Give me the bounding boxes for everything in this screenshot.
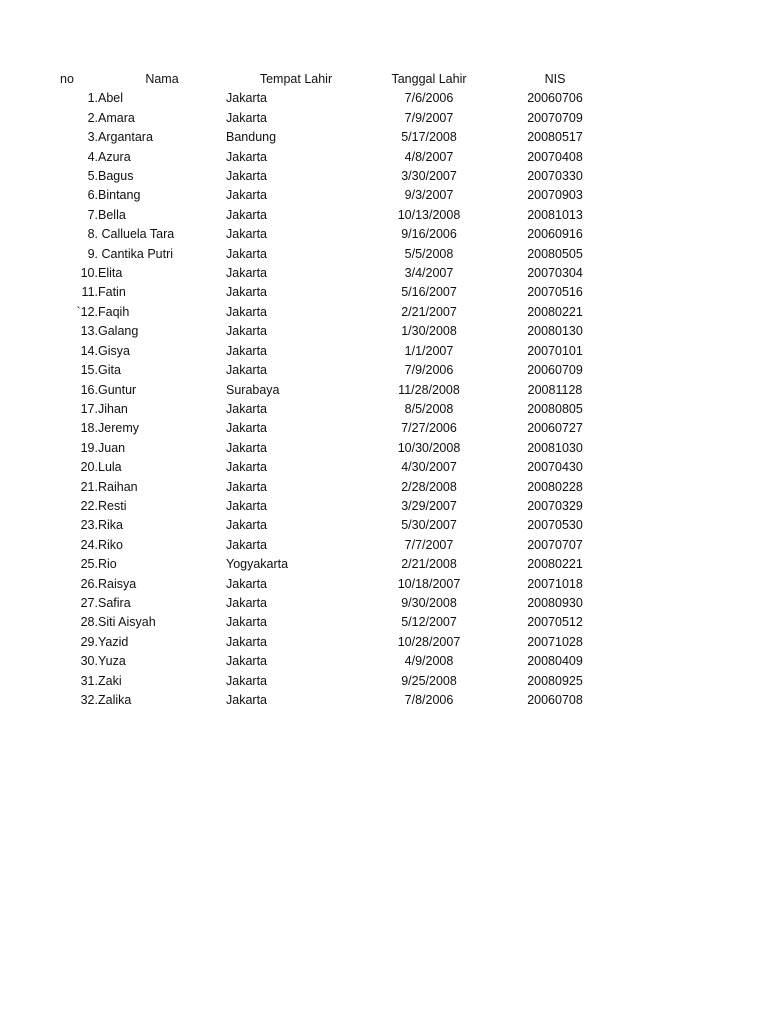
header-tempat-lahir: Tempat Lahir: [259, 72, 333, 86]
student-name: Rio: [98, 557, 117, 572]
student-name: Riko: [98, 537, 124, 552]
birth-place: Jakarta: [226, 479, 267, 494]
birth-date: 7/8/2006: [404, 693, 454, 707]
table-row: [60, 109, 618, 128]
student-name: Argantara: [98, 130, 153, 145]
student-id: 20060706: [527, 91, 583, 106]
birth-place: Surabaya: [226, 382, 280, 397]
student-name: Resti: [98, 498, 127, 513]
row-number: 25.: [80, 557, 98, 572]
birth-date: 11/28/2008: [398, 382, 460, 397]
student-name: Calluela Tara: [98, 227, 175, 242]
student-name: Gita: [98, 363, 121, 378]
student-name: Guntur: [98, 382, 137, 397]
header-row: [60, 70, 618, 89]
student-id: 20081013: [527, 207, 583, 222]
birth-place: Jakarta: [226, 654, 267, 669]
row-number: 10.: [80, 266, 98, 281]
table-header: [60, 70, 618, 89]
table-row: [60, 516, 618, 535]
birth-place: Jakarta: [226, 673, 267, 688]
table-row: [60, 652, 618, 671]
birth-date: 10/13/2008: [397, 207, 461, 222]
student-name: Safira: [98, 595, 131, 610]
table-row: [60, 283, 618, 302]
birth-date: 9/16/2006: [401, 227, 457, 242]
birth-date: 9/25/2008: [401, 673, 457, 688]
table-row: [60, 691, 618, 710]
birth-date: 7/9/2007: [404, 110, 454, 125]
header-tanggal-lahir: Tanggal Lahir: [391, 72, 467, 86]
birth-place: Jakarta: [226, 169, 267, 184]
student-name: Galang: [98, 324, 139, 339]
row-number: 30.: [80, 654, 98, 669]
row-number: 5.: [87, 169, 98, 184]
student-name: Bintang: [98, 188, 141, 203]
student-name: Elita: [98, 266, 123, 281]
row-number: 19.: [80, 440, 98, 455]
table-row: [60, 439, 618, 458]
student-name: Raisya: [98, 576, 137, 591]
table-row: [60, 381, 618, 400]
birth-place: Yogyakarta: [226, 557, 289, 572]
table-row: [60, 186, 618, 205]
student-id: 20060708: [527, 693, 583, 707]
student-name: Lula: [98, 460, 122, 475]
birth-place: Jakarta: [226, 285, 267, 300]
birth-date: 7/27/2006: [401, 421, 457, 436]
birth-date: 9/3/2007: [404, 188, 454, 203]
birth-date: 7/9/2006: [404, 363, 454, 378]
student-id: 20081128: [527, 382, 583, 397]
birth-date: 9/30/2008: [401, 595, 457, 610]
table-row: [60, 206, 618, 225]
birth-date: 4/8/2007: [404, 149, 454, 164]
row-number: 18.: [80, 421, 98, 436]
birth-place: Jakarta: [226, 304, 267, 319]
student-id: 20070707: [527, 537, 583, 552]
table-row: [60, 361, 618, 380]
birth-date: 8/5/2008: [404, 401, 454, 416]
student-name: Cantika Putri: [98, 246, 174, 261]
header-no: no: [60, 72, 74, 86]
student-id: 20070512: [527, 615, 583, 630]
row-number: 6.: [87, 188, 98, 203]
table-row: [60, 419, 618, 438]
table-row: [60, 497, 618, 516]
birth-date: 7/7/2007: [404, 537, 454, 552]
birth-place: Jakarta: [226, 634, 267, 649]
row-number: 21.: [80, 479, 98, 494]
student-id: 20070101: [527, 343, 583, 358]
student-id: 20080221: [527, 304, 583, 319]
student-id: 20060727: [527, 421, 583, 436]
student-id: 20080130: [527, 324, 583, 339]
student-name: Raihan: [98, 479, 138, 494]
student-name: Abel: [98, 91, 124, 106]
student-id: 20070304: [527, 266, 583, 281]
student-id: 20080517: [527, 130, 583, 145]
row-number: 23.: [80, 518, 98, 533]
birth-place: Jakarta: [226, 460, 267, 475]
table-row: [60, 536, 618, 555]
student-id: 20070330: [527, 169, 583, 184]
row-number: 3.: [87, 130, 98, 145]
birth-place: Jakarta: [226, 401, 267, 416]
student-id: 20070903: [527, 188, 583, 203]
student-name: Juan: [98, 440, 126, 455]
birth-date: 7/6/2006: [404, 91, 454, 106]
student-name: Bagus: [98, 169, 134, 184]
student-id: 20070329: [527, 498, 583, 513]
table-row: [60, 167, 618, 186]
table-row: [60, 264, 618, 283]
birth-place: Jakarta: [226, 91, 267, 106]
student-id: 20070516: [527, 285, 583, 300]
birth-place: Jakarta: [226, 595, 267, 610]
student-id: 20080228: [527, 479, 583, 494]
row-number: 9.: [87, 246, 98, 261]
birth-place: Jakarta: [226, 207, 267, 222]
table-row: [60, 555, 618, 574]
student-id: 20080805: [527, 401, 583, 416]
row-number: 8.: [87, 227, 98, 242]
row-number: 11.: [81, 285, 98, 300]
birth-date: 5/5/2008: [404, 246, 454, 261]
row-number: 14.: [80, 343, 98, 358]
row-number: 17.: [80, 401, 98, 416]
student-id: 20071018: [527, 576, 583, 591]
table-row: [60, 478, 618, 497]
student-id: 20080409: [527, 654, 583, 669]
birth-place: Jakarta: [226, 693, 267, 707]
row-number: 27.: [80, 595, 98, 610]
table-row: [60, 148, 618, 167]
birth-date: 10/30/2008: [397, 440, 461, 455]
birth-date: 2/28/2008: [401, 479, 457, 494]
birth-place: Jakarta: [226, 246, 267, 261]
birth-place: Jakarta: [226, 537, 267, 552]
student-name: Rika: [98, 518, 124, 533]
birth-date: 2/21/2007: [401, 304, 457, 319]
row-number: 16.: [80, 382, 98, 397]
birth-place: Jakarta: [226, 188, 267, 203]
birth-place: Jakarta: [226, 518, 267, 533]
student-id: 20070530: [527, 518, 583, 533]
row-number: 22.: [80, 498, 98, 513]
row-number: 24.: [80, 537, 98, 552]
student-name: Zalika: [98, 693, 132, 707]
student-id: 20080221: [527, 557, 583, 572]
birth-date: 1/1/2007: [404, 343, 454, 358]
row-number: 29.: [80, 634, 98, 649]
table-row: [60, 400, 618, 419]
table-body: [60, 89, 618, 710]
table-row: [60, 89, 618, 108]
student-id: 20081030: [527, 440, 583, 455]
table-row: [60, 225, 618, 244]
header-nis: NIS: [544, 72, 566, 86]
birth-date: 4/30/2007: [401, 460, 457, 475]
student-name: Bella: [98, 207, 126, 222]
student-name: Fatin: [98, 285, 126, 300]
student-name: Jeremy: [98, 421, 139, 436]
table-row: [60, 245, 618, 264]
student-id: 20080925: [527, 673, 583, 688]
birth-date: 3/4/2007: [404, 266, 454, 281]
student-id: 20070709: [527, 110, 583, 125]
table-row: [60, 633, 618, 652]
student-id: 20070408: [527, 149, 583, 164]
row-number: 15.: [80, 363, 98, 378]
table-row: [60, 672, 618, 691]
student-name: Siti Aisyah: [98, 615, 156, 630]
student-id: 20071028: [527, 634, 583, 649]
row-number: 31.: [80, 673, 98, 688]
row-number: 4.: [87, 149, 98, 164]
student-name: Zaki: [98, 673, 122, 688]
birth-place: Jakarta: [226, 227, 267, 242]
birth-date: 10/18/2007: [397, 576, 461, 591]
birth-place: Jakarta: [226, 421, 267, 436]
student-id: 20060709: [527, 363, 583, 378]
student-id: 20060916: [527, 227, 583, 242]
birth-place: Jakarta: [226, 576, 267, 591]
student-table: [60, 70, 618, 710]
student-name: Azura: [98, 149, 131, 164]
birth-date: 5/16/2007: [401, 285, 457, 300]
student-name: Amara: [98, 110, 135, 125]
table-row: [60, 594, 618, 613]
row-number: 13.: [80, 324, 98, 339]
student-id: 20070430: [527, 460, 583, 475]
birth-place: Jakarta: [226, 440, 267, 455]
student-id: 20080505: [527, 246, 583, 261]
table-row: [60, 575, 618, 594]
birth-place: Jakarta: [226, 149, 267, 164]
student-name: Yuza: [98, 654, 126, 669]
row-number: 32.: [80, 693, 98, 707]
row-number: `12.: [76, 304, 98, 319]
table-row: [60, 303, 618, 322]
birth-place: Jakarta: [226, 363, 267, 378]
birth-date: 3/30/2007: [401, 169, 457, 184]
birth-date: 3/29/2007: [401, 498, 457, 513]
student-name: Jihan: [98, 401, 128, 416]
row-number: 28.: [80, 615, 98, 630]
birth-place: Jakarta: [226, 498, 267, 513]
student-name: Yazid: [98, 634, 129, 649]
table-row: [60, 322, 618, 341]
birth-date: 4/9/2008: [404, 654, 454, 669]
birth-place: Bandung: [226, 130, 277, 145]
birth-place: Jakarta: [226, 266, 267, 281]
row-number: 26.: [80, 576, 98, 591]
birth-date: 5/12/2007: [401, 615, 457, 630]
row-number: 7.: [87, 207, 98, 222]
birth-place: Jakarta: [226, 343, 267, 358]
student-name: Gisya: [98, 343, 130, 358]
birth-date: 2/21/2008: [401, 557, 457, 572]
header-nama: Nama: [145, 72, 179, 86]
birth-place: Jakarta: [226, 324, 267, 339]
table-row: [60, 613, 618, 632]
birth-place: Jakarta: [226, 110, 267, 125]
birth-date: 5/17/2008: [401, 130, 457, 145]
birth-date: 10/28/2007: [397, 634, 461, 649]
row-number: 1.: [87, 91, 98, 106]
birth-date: 1/30/2008: [401, 324, 457, 339]
table-row: [60, 342, 618, 361]
birth-place: Jakarta: [226, 615, 267, 630]
student-name: Faqih: [98, 304, 130, 319]
table-row: [60, 128, 618, 147]
student-id: 20080930: [527, 595, 583, 610]
row-number: 20.: [80, 460, 98, 475]
table-row: [60, 458, 618, 477]
row-number: 2.: [87, 110, 98, 125]
birth-date: 5/30/2007: [401, 518, 457, 533]
